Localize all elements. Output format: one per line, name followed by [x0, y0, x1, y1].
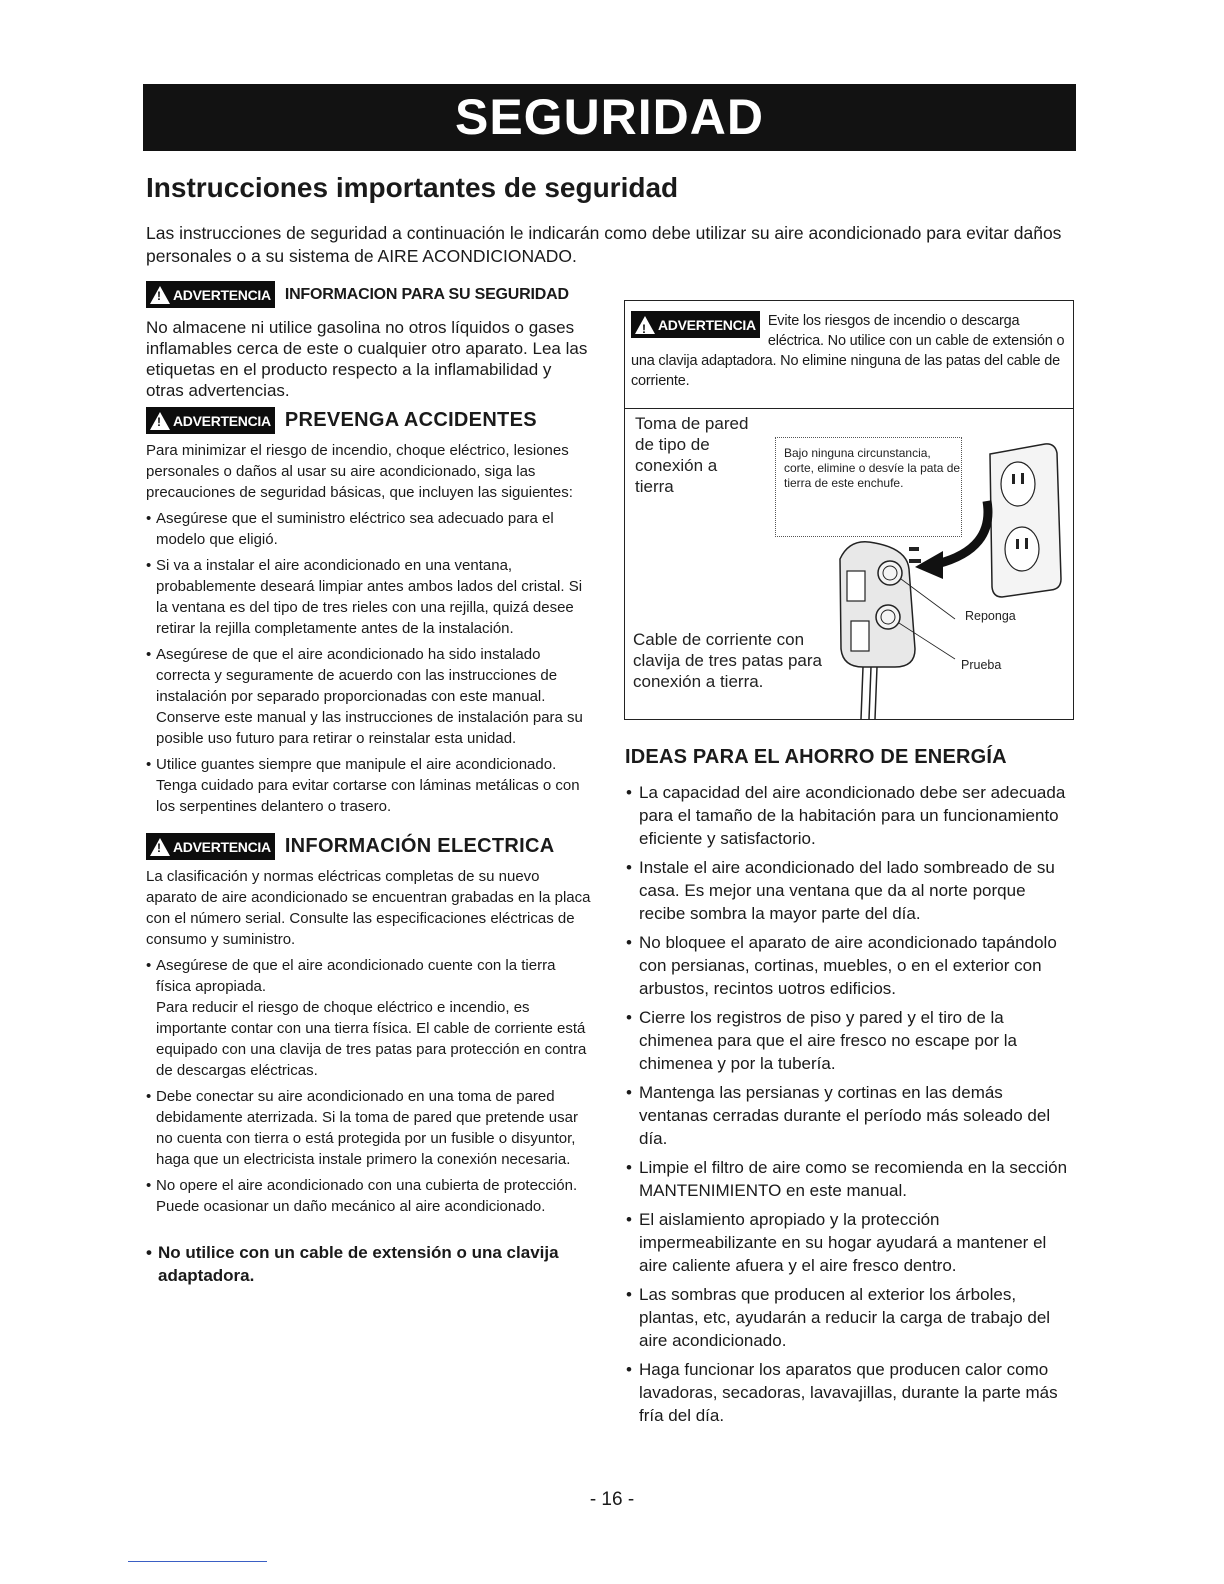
warning-triangle-icon: [150, 838, 170, 856]
page-title: Instrucciones importantes de seguridad: [146, 172, 679, 203]
energy-list: [625, 781, 1075, 1433]
warning-triangle-icon: [150, 412, 170, 430]
list-item: • El aislamiento apropiado y la protección impermeabilizante en su hogar ayudará a mantener el aire caliente afuera y el aire fresco dentro.: [625, 1208, 1075, 1277]
list-item: • Utilice guantes siempre que manipule el aire acondicionado. Tenga cuidado para evitar cortarse con láminas metálicas o con los serpentines delantero o trasero.: [146, 754, 591, 817]
page-number: - 16 -: [589, 1489, 635, 1510]
electric-text: La clasificación y normas eléctricas completas de su nuevo aparato de aire acondicionado se encuentran grabadas en la placa con el número serial. Consulte las especificaciones eléctricas de consumo y suministro.: [146, 868, 591, 948]
warning-badge: ! ADVERTENCIA: [631, 311, 760, 338]
prevent-text: Para minimizar el riesgo de incendio, choque eléctrico, lesiones personales o daños al usar su aire acondicionado, siga las precauciones de seguridad básicas, que incluyen las siguientes:: [146, 442, 573, 501]
list-item: • Asegúrese de que el aire acondicionado ha sido instalado correcta y seguramente de acuerdo con las instrucciones de instalación por separado proporcionadas con este manual. Conserve este manual y las instrucciones de instalación para su posible uso futuro para retirar o reinstalar esta unidad.: [146, 644, 591, 749]
list-item: • Instale el aire acondicionado del lado sombreado de su casa. Es mejor una ventana que da al norte porque recibe sombra la mayor parte del día.: [625, 856, 1075, 925]
warning-triangle-icon: [150, 286, 170, 304]
intro-text: Las instrucciones de seguridad a continuación le indicarán como debe utilizar su aire acondicionado para evitar daños personales o a su sistema de AIRE ACONDICIONADO.: [146, 223, 1062, 266]
list-item: • La capacidad del aire acondicionado debe ser adecuada para el tamaño de la habitación para un funcionamiento eficiente y satisfactorio.: [625, 781, 1075, 850]
warning-box: [624, 300, 1074, 720]
electric-list: [146, 955, 591, 1217]
prevent-list: [146, 508, 591, 817]
page-banner: SEGURIDAD: [143, 84, 1076, 151]
info-text: No almacene ni utilice gasolina no otros líquidos o gases inflamables cerca de este o cualquier otro aparato. Lea las etiquetas en el producto respecto a la inflamabilidad y otras advertencias.: [146, 318, 588, 400]
warning-box-header: [625, 301, 1073, 409]
cord-label: Cable de corriente con clavija de tres patas para conexión a tierra.: [633, 630, 822, 691]
warning-badge: ! ADVERTENCIA: [146, 281, 275, 308]
list-item: • Limpie el filtro de aire como se recomienda en la sección MANTENIMIENTO en este manual.: [625, 1156, 1075, 1202]
list-item: • Las sombras que producen al exterior los árboles, plantas, etc, ayudarán a reducir la carga de trabajo del aire acondicionado.: [625, 1283, 1075, 1352]
reset-label: Reponga: [965, 609, 1016, 623]
list-item-extra: Conserve este manual y las instrucciones de instalación para su posible uso futuro para retirar o reinstalar esta unidad.: [156, 709, 583, 747]
plug-diagram: [625, 409, 1072, 719]
footer-rule: [128, 1561, 267, 1562]
list-item: • Si va a instalar el aire acondicionado en una ventana, probablemente deseará limpiar antes ambos lados del cristal. Si la ventana es del tipo de tres rieles con una rejilla, quizá desee retirar la rejilla completamente antes de la instalación.: [146, 555, 591, 639]
plug-icon: [840, 542, 921, 719]
warning-badge: ! ADVERTENCIA: [146, 833, 275, 860]
list-item-extra: Para reducir el riesgo de choque eléctrico e incendio, es importante contar con una tierra física. El cable de corriente está equipado con una clavija de tres patas para protección en contra de descargas eléctricas.: [156, 999, 587, 1079]
prevent-heading-text: PREVENGA ACCIDENTES: [284, 409, 537, 431]
outlet-label: Toma de pared de tipo de conexión a tierra: [635, 414, 749, 496]
callout-box: Bajo ninguna circunstancia, corte, elimine o desvíe la pata de tierra de este enchufe.: [775, 437, 962, 537]
list-item: • No bloquee el aparato de aire acondicionado tapándolo con persianas, cortinas, muebles, o en el exterior con arbustos, recintos uotros edificios.: [625, 931, 1075, 1000]
prevent-heading: [146, 407, 591, 434]
warning-box-text: Evite los riesgos de incendio o descarga eléctrica. No utilice con un cable de extensión o una clavija adaptadora. No elimine ninguna de las patas del cable de corriente.: [631, 313, 1065, 389]
list-item: • Asegúrese de que el aire acondicionado cuente con la tierra física apropiada. Para reducir el riesgo de choque eléctrico e incendio, es importante contar con una tierra física. El cable de corriente está equipado con una clavija de tres patas para protección en contra de descargas eléctricas.: [146, 955, 591, 1081]
list-item: • Cierre los registros de piso y pared y el tiro de la chimenea para que el aire fresco no escape por la chimenea y por la tubería.: [625, 1006, 1075, 1075]
left-column: [146, 281, 591, 1287]
wall-outlet-icon: [990, 444, 1061, 597]
list-item: • Haga funcionar los aparatos que producen calor como lavadoras, secadoras, lavavajillas, durante la parte más fría del día.: [625, 1358, 1075, 1427]
electric-heading-text: INFORMACIÓN ELECTRICA: [284, 835, 555, 857]
electric-heading: [146, 833, 591, 860]
list-item: • No opere el aire acondicionado con una cubierta de protección. Puede ocasionar un daño mecánico al aire acondicionado.: [146, 1175, 591, 1217]
list-item: • Asegúrese que el suministro eléctrico sea adecuado para el modelo que eligió.: [146, 508, 591, 550]
list-item: • Debe conectar su aire acondicionado en una toma de pared debidamente aterrizada. Si la toma de pared que pretende usar no cuenta con tierra o está protegida por un fusible o disyuntor, haga que un electricista instale primero la conexión necesaria.: [146, 1086, 591, 1170]
warning-badge: ! ADVERTENCIA: [146, 407, 275, 434]
extension-cord-warning: • No utilice con un cable de extensión o una clavija adaptadora.: [146, 1241, 591, 1287]
info-heading: [146, 281, 591, 308]
test-label: Prueba: [961, 658, 1002, 672]
info-heading-text: INFORMACION PARA SU SEGURIDAD: [284, 285, 569, 303]
energy-title: IDEAS PARA EL AHORRO DE ENERGÍA: [625, 746, 1007, 768]
warning-triangle-icon: [635, 316, 655, 334]
list-item: • Mantenga las persianas y cortinas en las demás ventanas cerradas durante el período más soleado del día.: [625, 1081, 1075, 1150]
